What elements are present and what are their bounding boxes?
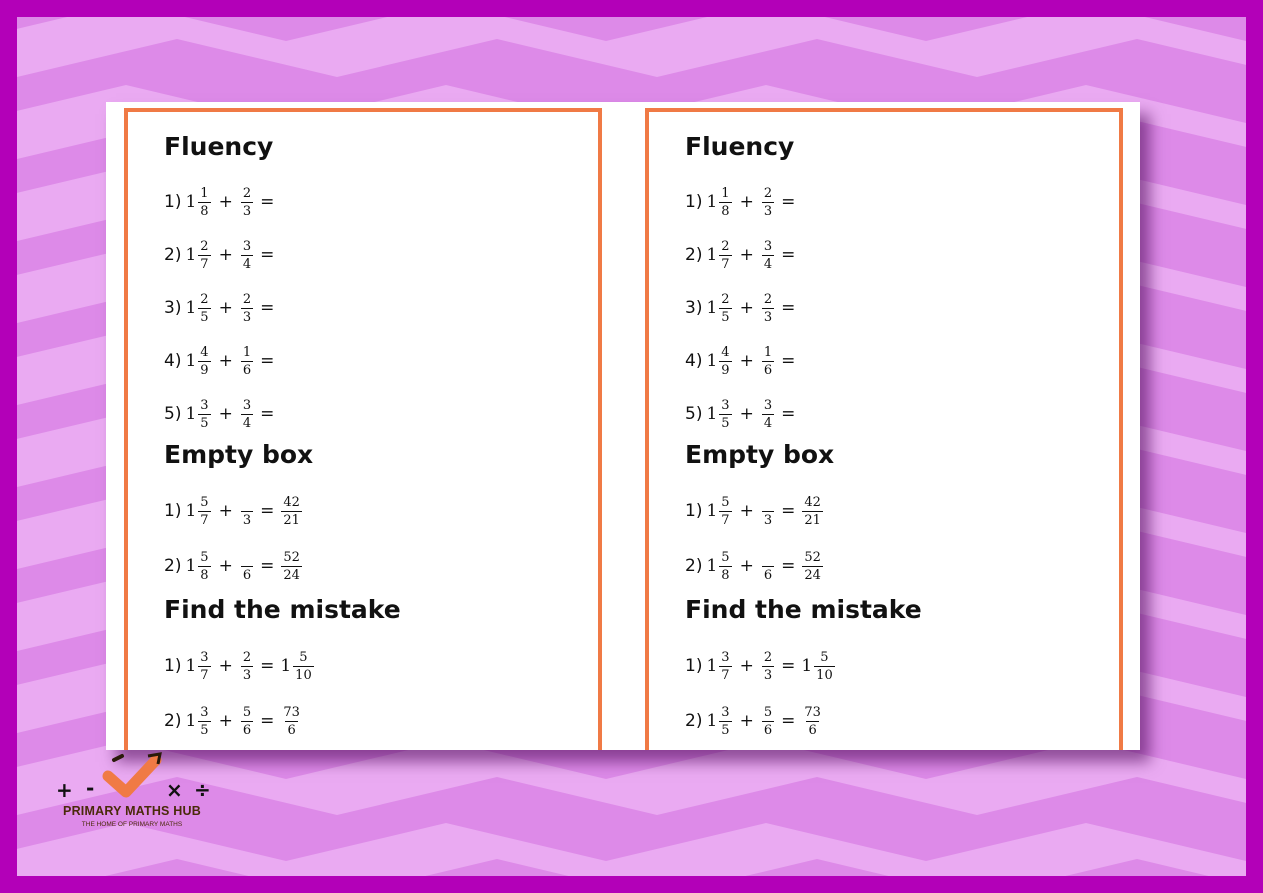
question-number: 4) bbox=[164, 351, 182, 371]
operator: + bbox=[218, 298, 233, 318]
equals-sign: = bbox=[260, 351, 275, 371]
fraction-denominator: 6 bbox=[763, 362, 773, 378]
operator: + bbox=[739, 192, 754, 212]
equals-sign: = bbox=[781, 351, 796, 371]
fraction bbox=[762, 551, 774, 582]
question-row bbox=[685, 699, 824, 743]
operator: + bbox=[739, 556, 754, 576]
fraction bbox=[241, 293, 253, 324]
fraction bbox=[198, 399, 210, 430]
fraction-denominator: 5 bbox=[721, 309, 730, 325]
whole-number: 1 bbox=[706, 556, 718, 576]
operator: + bbox=[739, 656, 754, 676]
section-heading: Empty box bbox=[164, 440, 314, 469]
fraction-denominator: 8 bbox=[721, 567, 730, 583]
fraction-denominator: 5 bbox=[721, 722, 730, 738]
fraction-numerator: 3 bbox=[200, 397, 209, 413]
fraction-numerator: 3 bbox=[721, 397, 730, 413]
fraction-denominator: 7 bbox=[721, 256, 730, 272]
fraction bbox=[802, 551, 823, 582]
fraction bbox=[241, 399, 253, 430]
question-row bbox=[164, 233, 280, 277]
fraction-denominator: 10 bbox=[816, 667, 833, 683]
fraction-numerator: 2 bbox=[242, 291, 252, 307]
fraction-denominator: 10 bbox=[295, 667, 312, 683]
fraction-denominator: 3 bbox=[242, 203, 252, 219]
fraction-denominator: 6 bbox=[763, 722, 773, 738]
fraction-denominator: 8 bbox=[721, 203, 730, 219]
fraction-numerator: 1 bbox=[763, 344, 773, 360]
whole-number: 1 bbox=[185, 404, 197, 424]
whole-number: 1 bbox=[706, 711, 718, 731]
fraction-denominator: 7 bbox=[200, 512, 209, 528]
fraction-denominator: 7 bbox=[721, 512, 730, 528]
fraction bbox=[241, 187, 253, 218]
fraction-denominator: 7 bbox=[200, 256, 209, 272]
fraction-numerator: 2 bbox=[721, 291, 730, 307]
equals-sign: = bbox=[260, 404, 275, 424]
operator: + bbox=[218, 245, 233, 265]
fraction-numerator: 1 bbox=[242, 344, 252, 360]
operator: + bbox=[739, 351, 754, 371]
equals-sign: = bbox=[781, 656, 796, 676]
operator: + bbox=[218, 404, 233, 424]
fraction bbox=[719, 240, 731, 271]
operator: + bbox=[739, 245, 754, 265]
whole-number: 1 bbox=[185, 351, 197, 371]
section-heading: Find the mistake bbox=[164, 595, 401, 624]
fraction-numerator: 5 bbox=[820, 649, 829, 665]
fraction bbox=[719, 187, 731, 218]
operator: + bbox=[739, 404, 754, 424]
fraction-denominator: 5 bbox=[200, 309, 209, 325]
fraction-denominator: 24 bbox=[804, 567, 821, 583]
fraction-denominator: 9 bbox=[200, 362, 209, 378]
question-number: 1) bbox=[685, 501, 703, 521]
worksheet-panel-left bbox=[124, 108, 602, 750]
question-row bbox=[164, 544, 303, 588]
fraction-numerator: 4 bbox=[200, 344, 209, 360]
question-row bbox=[685, 233, 801, 277]
fraction-numerator: 52 bbox=[283, 549, 300, 565]
operator: + bbox=[218, 656, 233, 676]
fraction bbox=[719, 346, 731, 377]
equals-sign: = bbox=[260, 501, 275, 521]
fraction-numerator: 3 bbox=[200, 704, 209, 720]
fraction-numerator: 3 bbox=[242, 238, 252, 254]
fraction-numerator: 42 bbox=[283, 494, 300, 510]
fraction-denominator: 6 bbox=[242, 362, 252, 378]
whole-number: 1 bbox=[706, 298, 718, 318]
fraction-denominator: 6 bbox=[763, 567, 773, 583]
question-row bbox=[164, 392, 280, 436]
question-number: 3) bbox=[685, 298, 703, 318]
question-row bbox=[685, 286, 801, 330]
fraction-denominator: 5 bbox=[721, 415, 730, 431]
equals-sign: = bbox=[781, 501, 796, 521]
question-row bbox=[685, 339, 801, 383]
fraction-numerator: 3 bbox=[200, 649, 209, 665]
fraction bbox=[762, 240, 774, 271]
fraction-numerator: 2 bbox=[763, 291, 773, 307]
whole-number: 1 bbox=[706, 656, 718, 676]
whole-number: 1 bbox=[706, 351, 718, 371]
fraction bbox=[802, 496, 823, 527]
fraction bbox=[719, 551, 731, 582]
whole-number: 1 bbox=[706, 245, 718, 265]
fraction bbox=[762, 399, 774, 430]
fraction-denominator: 6 bbox=[287, 722, 296, 738]
fraction-numerator: 1 bbox=[721, 185, 730, 201]
equals-sign: = bbox=[260, 192, 275, 212]
fraction-denominator: 3 bbox=[242, 512, 252, 528]
fraction-denominator: 6 bbox=[242, 567, 252, 583]
fraction bbox=[198, 706, 210, 737]
operator: + bbox=[218, 501, 233, 521]
fraction-numerator bbox=[241, 496, 253, 511]
whole-number: 1 bbox=[185, 245, 197, 265]
fraction-numerator: 2 bbox=[242, 649, 252, 665]
fraction bbox=[241, 706, 253, 737]
fraction-denominator: 4 bbox=[242, 256, 252, 272]
question-number: 1) bbox=[164, 501, 182, 521]
fraction-numerator: 2 bbox=[721, 238, 730, 254]
result-whole: 1 bbox=[280, 656, 292, 676]
question-row bbox=[685, 392, 801, 436]
fraction bbox=[281, 551, 302, 582]
whole-number: 1 bbox=[706, 501, 718, 521]
equals-sign: = bbox=[781, 245, 796, 265]
fraction bbox=[241, 651, 253, 682]
fraction bbox=[198, 187, 210, 218]
equals-sign: = bbox=[260, 656, 275, 676]
logo-math-symbols bbox=[52, 752, 217, 804]
equals-sign: = bbox=[781, 192, 796, 212]
whole-number: 1 bbox=[185, 192, 197, 212]
fraction bbox=[198, 346, 210, 377]
question-row bbox=[685, 489, 824, 533]
fraction bbox=[762, 706, 774, 737]
fraction bbox=[762, 346, 774, 377]
operator: + bbox=[218, 192, 233, 212]
question-row bbox=[685, 644, 836, 688]
primary-maths-hub-logo bbox=[44, 752, 224, 832]
fraction-numerator: 2 bbox=[763, 649, 773, 665]
logo-tagline: THE HOME OF PRIMARY MATHS bbox=[81, 821, 183, 828]
question-number: 5) bbox=[685, 404, 703, 424]
question-row bbox=[164, 180, 280, 224]
worksheet-panel-right bbox=[645, 108, 1123, 750]
fraction bbox=[814, 651, 835, 682]
fraction-numerator: 3 bbox=[721, 704, 730, 720]
fraction-denominator: 9 bbox=[721, 362, 730, 378]
fraction bbox=[198, 551, 210, 582]
fraction-numerator: 2 bbox=[242, 185, 252, 201]
fraction bbox=[719, 651, 731, 682]
fraction-numerator: 73 bbox=[804, 704, 821, 720]
question-number: 1) bbox=[685, 192, 703, 212]
fraction-numerator: 5 bbox=[200, 494, 209, 510]
equals-sign: = bbox=[260, 556, 275, 576]
whole-number: 1 bbox=[706, 192, 718, 212]
question-number: 2) bbox=[164, 711, 182, 731]
fraction-denominator: 8 bbox=[200, 203, 209, 219]
fraction-denominator: 3 bbox=[763, 667, 773, 683]
fraction bbox=[719, 496, 731, 527]
question-number: 2) bbox=[164, 556, 182, 576]
fraction bbox=[719, 706, 731, 737]
fraction bbox=[762, 651, 774, 682]
question-number: 1) bbox=[685, 656, 703, 676]
fraction bbox=[719, 399, 731, 430]
section-heading: Find the mistake bbox=[685, 595, 922, 624]
minus-icon: - bbox=[86, 776, 95, 800]
fraction-denominator: 3 bbox=[763, 309, 773, 325]
fraction-numerator: 5 bbox=[200, 549, 209, 565]
question-number: 2) bbox=[685, 556, 703, 576]
fraction-numerator: 5 bbox=[242, 704, 252, 720]
fraction-numerator: 4 bbox=[721, 344, 730, 360]
checkmark-pencil-icon bbox=[108, 754, 160, 792]
equals-sign: = bbox=[781, 556, 796, 576]
question-row bbox=[164, 339, 280, 383]
fraction-denominator: 4 bbox=[763, 415, 773, 431]
chevron-stripe bbox=[17, 17, 1246, 41]
equals-sign: = bbox=[781, 298, 796, 318]
fraction-numerator: 1 bbox=[200, 185, 209, 201]
fraction-denominator: 7 bbox=[200, 667, 209, 683]
fraction bbox=[241, 551, 253, 582]
fraction-numerator: 42 bbox=[804, 494, 821, 510]
fraction-numerator: 52 bbox=[804, 549, 821, 565]
question-row bbox=[164, 699, 303, 743]
question-row bbox=[164, 489, 303, 533]
question-row bbox=[685, 544, 824, 588]
equals-sign: = bbox=[781, 404, 796, 424]
fraction-denominator: 5 bbox=[200, 722, 209, 738]
fraction-numerator bbox=[241, 551, 253, 566]
whole-number: 1 bbox=[185, 501, 197, 521]
fraction bbox=[241, 496, 253, 527]
equals-sign: = bbox=[260, 711, 275, 731]
fraction bbox=[198, 240, 210, 271]
fraction-numerator: 3 bbox=[242, 397, 252, 413]
question-number: 1) bbox=[164, 192, 182, 212]
fraction bbox=[762, 187, 774, 218]
divide-icon: ÷ bbox=[194, 778, 211, 802]
multiply-icon: × bbox=[166, 778, 183, 802]
fraction-denominator: 4 bbox=[242, 415, 252, 431]
fraction-numerator: 5 bbox=[763, 704, 773, 720]
fraction-numerator: 73 bbox=[283, 704, 300, 720]
fraction bbox=[762, 293, 774, 324]
fraction bbox=[802, 706, 823, 737]
question-row bbox=[164, 644, 315, 688]
section-heading: Empty box bbox=[685, 440, 835, 469]
question-number: 1) bbox=[164, 656, 182, 676]
section-heading: Fluency bbox=[164, 132, 274, 161]
fraction-denominator: 3 bbox=[242, 309, 252, 325]
operator: + bbox=[218, 556, 233, 576]
fraction-numerator: 2 bbox=[200, 291, 209, 307]
fraction-numerator: 3 bbox=[763, 397, 773, 413]
whole-number: 1 bbox=[185, 656, 197, 676]
worksheet-preview bbox=[106, 102, 1140, 750]
fraction bbox=[281, 706, 302, 737]
question-number: 2) bbox=[685, 711, 703, 731]
fraction-numerator: 3 bbox=[763, 238, 773, 254]
fraction-numerator bbox=[762, 496, 774, 511]
whole-number: 1 bbox=[185, 298, 197, 318]
question-row bbox=[685, 180, 801, 224]
question-number: 3) bbox=[164, 298, 182, 318]
operator: + bbox=[739, 501, 754, 521]
fraction-denominator: 21 bbox=[283, 512, 300, 528]
fraction bbox=[719, 293, 731, 324]
fraction-denominator: 3 bbox=[763, 203, 773, 219]
chevron-stripe bbox=[17, 859, 1246, 876]
fraction-numerator bbox=[762, 551, 774, 566]
operator: + bbox=[218, 711, 233, 731]
fraction bbox=[241, 346, 253, 377]
fraction-denominator: 6 bbox=[808, 722, 817, 738]
question-number: 4) bbox=[685, 351, 703, 371]
operator: + bbox=[739, 711, 754, 731]
fraction bbox=[241, 240, 253, 271]
operator: + bbox=[218, 351, 233, 371]
fraction-denominator: 7 bbox=[721, 667, 730, 683]
fraction-numerator: 2 bbox=[763, 185, 773, 201]
equals-sign: = bbox=[260, 245, 275, 265]
question-row bbox=[164, 286, 280, 330]
equals-sign: = bbox=[260, 298, 275, 318]
plus-icon: + bbox=[56, 778, 73, 802]
fraction bbox=[281, 496, 302, 527]
operator: + bbox=[739, 298, 754, 318]
question-number: 2) bbox=[685, 245, 703, 265]
section-heading: Fluency bbox=[685, 132, 795, 161]
fraction-numerator: 2 bbox=[200, 238, 209, 254]
fraction bbox=[198, 293, 210, 324]
fraction-denominator: 6 bbox=[242, 722, 252, 738]
fraction-numerator: 5 bbox=[721, 549, 730, 565]
fraction bbox=[198, 496, 210, 527]
fraction-denominator: 24 bbox=[283, 567, 300, 583]
fraction-denominator: 3 bbox=[242, 667, 252, 683]
fraction-denominator: 3 bbox=[763, 512, 773, 528]
fraction-denominator: 4 bbox=[763, 256, 773, 272]
whole-number: 1 bbox=[185, 711, 197, 731]
question-number: 5) bbox=[164, 404, 182, 424]
whole-number: 1 bbox=[706, 404, 718, 424]
fraction-denominator: 8 bbox=[200, 567, 209, 583]
equals-sign: = bbox=[781, 711, 796, 731]
result-whole: 1 bbox=[801, 656, 813, 676]
whole-number: 1 bbox=[185, 556, 197, 576]
fraction bbox=[293, 651, 314, 682]
fraction-numerator: 5 bbox=[299, 649, 308, 665]
fraction bbox=[762, 496, 774, 527]
fraction-numerator: 3 bbox=[721, 649, 730, 665]
fraction-denominator: 21 bbox=[804, 512, 821, 528]
fraction bbox=[198, 651, 210, 682]
fraction-numerator: 5 bbox=[721, 494, 730, 510]
logo-title: PRIMARY MATHS HUB bbox=[63, 804, 201, 818]
fraction-denominator: 5 bbox=[200, 415, 209, 431]
question-number: 2) bbox=[164, 245, 182, 265]
